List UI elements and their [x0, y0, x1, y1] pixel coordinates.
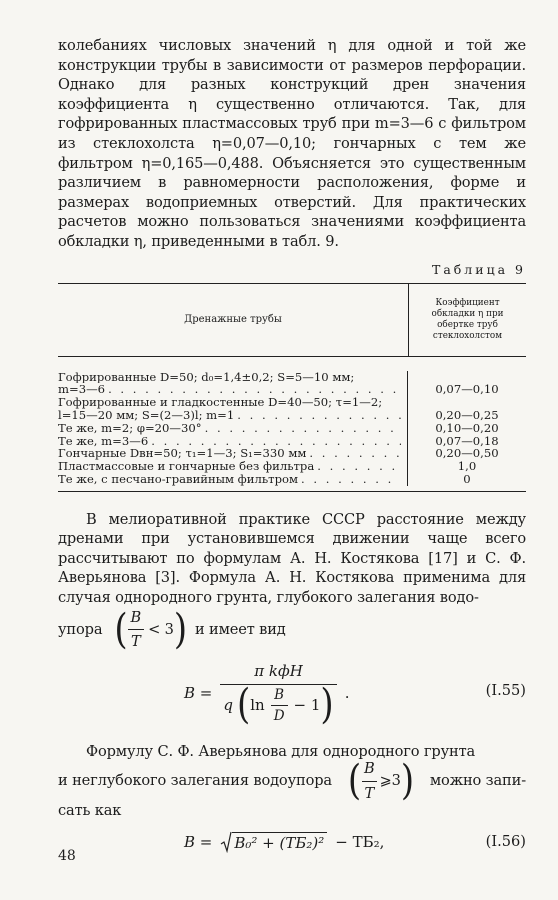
row-text: Пластмассовые и гончарные без фильтра: [58, 460, 315, 473]
dot-leader: [108, 383, 401, 396]
main-fraction: [220, 661, 336, 730]
paragraph-2-tail: [58, 605, 526, 654]
row-text: Те же, с песчано-гравийным фильтром: [58, 472, 298, 486]
table-9: [58, 283, 526, 492]
table-left-column: [58, 371, 408, 486]
paragraph-3-line-2: [58, 757, 526, 806]
equation-period: .: [344, 683, 350, 702]
row-text: Гофрированные D=50; d₀=1,4±0,2; S=5—10 мм;: [58, 370, 355, 384]
relation: < 3: [148, 620, 174, 638]
page-content: [58, 36, 526, 867]
table-row: [58, 473, 401, 486]
text-can-write: можно запи-: [429, 772, 526, 790]
page-number: 48: [58, 848, 76, 864]
row-value: [408, 396, 526, 409]
fraction-b-over-d: [271, 687, 288, 724]
row-text: Гончарные Dвн=50; τ₁=1—3; S₁=330 мм: [58, 447, 307, 461]
equation-I-55: [58, 656, 526, 732]
dot-leader: [237, 409, 401, 422]
table-caption: Таблица 9: [431, 261, 526, 277]
row-value: 0,10—0,20: [435, 420, 499, 435]
row-value: 0,07—0,10: [435, 382, 499, 397]
equation-tail: − TБ₂,: [335, 832, 385, 851]
dot-leader: [317, 460, 401, 473]
table-row: [58, 422, 401, 435]
row-text: Те же, m=2; φ=20—30°: [58, 421, 202, 435]
table-row: [58, 447, 401, 460]
den-q: q: [223, 696, 233, 715]
main-denominator: [220, 681, 336, 730]
table-header-left: Дренажные трубы: [58, 284, 409, 356]
table-row: [58, 409, 401, 422]
left-paren: (: [236, 681, 251, 730]
equation-lhs: B =: [184, 832, 213, 851]
equation-I-55-body: [184, 661, 350, 730]
equation-I-56: [58, 827, 526, 861]
fraction-denominator: T: [362, 781, 378, 804]
paragraph-2: В мелиоративной практике СССР расстояние между дренами при установившемся движении чаще всего рассчитывают по формулам А. Н. Костякова [17] и С. Ф. Аверьянова [3]. Формула А. Н. Костякова применима для случая однородного грунта, глубокого залегания водо-: [58, 510, 526, 607]
equation-lhs: B =: [184, 683, 213, 702]
fraction-denominator: D: [271, 705, 288, 724]
equation-number: (I.55): [485, 681, 526, 699]
row-value: 0,20—0,50: [435, 446, 499, 461]
paragraph-3-line-1: Формулу С. Ф. Аверьянова для однородного грунта: [86, 742, 476, 760]
row-text: m=3—6: [58, 383, 106, 397]
radical-sign: [220, 831, 232, 853]
equation-I-56-body: [184, 831, 384, 853]
fraction-numerator: B: [130, 608, 142, 626]
table-row: [58, 383, 401, 396]
radicand: B₀² + (TБ₂)²: [232, 832, 327, 852]
dot-leader: [301, 473, 401, 486]
row-text: Гофрированные и гладкостенные D=40—50; τ=1—2;: [58, 396, 383, 409]
row-value: 1,0: [457, 459, 477, 474]
text-shallow-aquiclude: и неглубокого залегания водоупора: [58, 772, 332, 790]
paragraph-1: колебаниях числовых значений η для одной и той же конструкции трубы в зависимости от размеров перфорации. Однако для разных конструкций дрен значения коэффициента η существенно отличаются. Так, для гофрированных пластмассовых труб при m=3—6 с фильтром из стеклохолста η=0,07—0,10; гончарных с тем же фильтром η=0,165—0,488. Объясняется это существенным различием в равномерности расположения, форме и размерах водоприемных отверстий. Для практических расчетов можно пользоваться значениями коэффициента обкладки η, приведенными в табл. 9.: [58, 37, 526, 250]
fraction-b-over-t: [361, 759, 378, 803]
text-has-form: и имеет вид: [194, 620, 286, 638]
fraction-numerator: B: [274, 686, 285, 703]
fraction-numerator: B: [364, 760, 375, 778]
main-numerator: π kфH: [254, 661, 303, 680]
row-text: l=15—20 мм; S=(2—3)l; m=1: [58, 408, 235, 422]
den-minus-one: − 1: [293, 696, 321, 715]
row-value: 0,07—0,18: [435, 433, 499, 448]
table-body: [58, 357, 526, 491]
fraction-b-over-t: [128, 608, 145, 652]
table-row: [58, 396, 401, 409]
text-upora: упора: [58, 620, 103, 638]
dot-leader: [151, 435, 401, 448]
relation: ⩾3: [379, 772, 401, 790]
fraction-denominator: T: [128, 629, 144, 652]
paragraph-3-line-3: сать как: [58, 802, 122, 820]
condition-inequality-1: [114, 605, 187, 654]
table-row: [58, 460, 401, 473]
row-text: Те же, m=3—6: [58, 434, 149, 448]
left-paren: (: [114, 605, 128, 654]
row-value: 0: [463, 471, 471, 486]
dot-leader: [205, 422, 401, 435]
equation-number: (I.56): [485, 832, 526, 850]
condition-inequality-2: [347, 757, 414, 806]
right-paren: ): [173, 605, 187, 654]
den-ln: ln: [250, 696, 265, 715]
table-row: [58, 371, 401, 384]
right-paren: ): [320, 681, 334, 730]
row-value: 0,20—0,25: [435, 407, 499, 422]
dot-leader: [309, 447, 401, 460]
table-right-column: [408, 371, 526, 486]
table-header: [58, 284, 526, 357]
right-paren: ): [400, 757, 414, 806]
table-header-right: Коэффициент обкладки η при обертке труб стеклохолстом: [431, 297, 504, 341]
table-row: [58, 435, 401, 448]
left-paren: (: [347, 757, 362, 806]
